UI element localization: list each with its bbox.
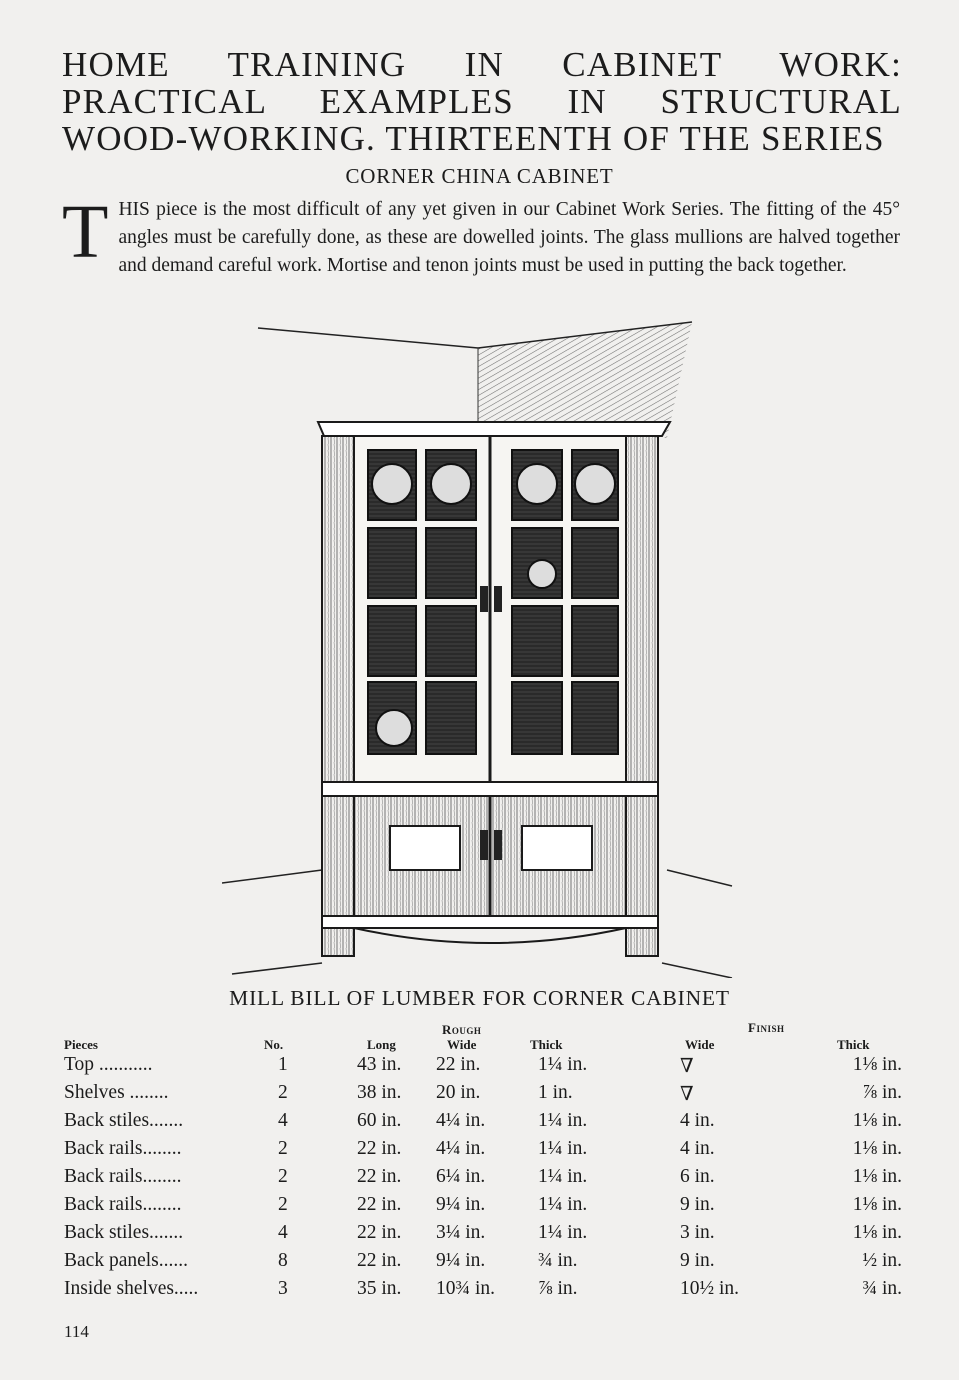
cell-piece: Back panels......	[64, 1250, 189, 1271]
corner-cabinet-illustration	[222, 318, 742, 978]
cell-no: 8	[278, 1250, 288, 1271]
finish-group-header: Finish	[748, 1020, 785, 1035]
table-row	[0, 1166, 959, 1194]
cabinet-body	[318, 422, 670, 956]
col-long: Long	[367, 1037, 396, 1052]
table-row	[0, 1250, 959, 1278]
cell-no: 2	[278, 1166, 288, 1187]
col-no: No.	[264, 1037, 284, 1052]
cell-no: 2	[278, 1138, 288, 1159]
article-subtitle: CORNER CHINA CABINET	[345, 164, 614, 188]
cell-rough-thick: 1¼ in.	[538, 1054, 588, 1075]
cell-no: 2	[278, 1194, 288, 1215]
cell-no: 4	[278, 1222, 288, 1243]
intro-text: HIS piece is the most difficult of any yet given in our Cabinet Work Series. The fitting of the 45° angles must be carefully done, as these are dowelled joints. The glass mullions are halved together and demand careful work. Mortise and tenon joints must be used in putting the back together.	[118, 199, 900, 276]
cell-finish-thick: 1⅛ in.	[852, 1194, 902, 1215]
cell-rough-thick: 1¼ in.	[538, 1110, 588, 1131]
cell-long: 35 in.	[357, 1278, 402, 1299]
col-finish-thick: Thick	[837, 1037, 870, 1052]
page-number: 114	[64, 1322, 89, 1341]
cell-piece: Back rails........	[64, 1138, 182, 1159]
cell-finish-thick: 1⅛ in.	[852, 1110, 902, 1131]
cell-rough-wide: 4¼ in.	[436, 1138, 486, 1159]
cell-piece: Back stiles.......	[64, 1110, 184, 1131]
intro-paragraph	[62, 190, 900, 280]
cell-finish-thick: 1⅛ in.	[852, 1138, 902, 1159]
cell-finish-thick: 1⅛ in.	[852, 1222, 902, 1243]
cell-finish-wide: 9 in.	[680, 1250, 715, 1271]
table-row	[0, 1138, 959, 1166]
cell-long: 22 in.	[357, 1194, 402, 1215]
cell-long: 22 in.	[357, 1222, 402, 1243]
cell-rough-wide: 6¼ in.	[436, 1166, 486, 1187]
table-row	[0, 1054, 959, 1082]
drop-cap: T	[62, 190, 109, 274]
cell-rough-thick: 1¼ in.	[538, 1222, 588, 1243]
cell-finish-wide: ∇	[680, 1056, 694, 1077]
cell-rough-wide: 9¼ in.	[436, 1250, 486, 1271]
cell-finish-wide: 3 in.	[680, 1222, 715, 1243]
col-rough-thick: Thick	[530, 1037, 563, 1052]
cell-rough-thick: 1¼ in.	[538, 1138, 588, 1159]
cell-finish-thick: ¾ in.	[862, 1278, 902, 1299]
cell-rough-thick: 1¼ in.	[538, 1166, 588, 1187]
col-rough-wide: Wide	[447, 1037, 477, 1052]
cell-finish-wide: 9 in.	[680, 1194, 715, 1215]
col-pieces: Pieces	[64, 1037, 98, 1052]
cell-finish-wide: 6 in.	[680, 1166, 715, 1187]
cell-finish-thick: ⅞ in.	[862, 1082, 902, 1103]
cell-piece: Back rails........	[64, 1166, 182, 1187]
cell-no: 1	[278, 1054, 288, 1075]
cell-rough-thick: ¾ in.	[538, 1250, 578, 1271]
cell-rough-wide: 10¾ in.	[436, 1278, 496, 1299]
cell-long: 22 in.	[357, 1250, 402, 1271]
cell-finish-thick: ½ in.	[862, 1250, 902, 1271]
table-row	[0, 1194, 959, 1222]
cell-finish-wide: ∇	[680, 1084, 694, 1105]
col-finish-wide: Wide	[685, 1037, 715, 1052]
rough-group-header: Rough	[442, 1022, 482, 1037]
table-row	[0, 1082, 959, 1110]
cell-finish-thick: 1⅛ in.	[852, 1054, 902, 1075]
cell-no: 4	[278, 1110, 288, 1131]
cell-rough-thick: ⅞ in.	[538, 1278, 578, 1299]
cell-piece: Inside shelves.....	[64, 1278, 199, 1299]
cell-rough-wide: 20 in.	[436, 1082, 481, 1103]
cell-rough-thick: 1 in.	[538, 1082, 573, 1103]
cell-no: 2	[278, 1082, 288, 1103]
article-title: HOME TRAINING IN CABINET WORK: PRACTICAL EXAMPLES IN STRUCTURAL WOOD-WORKING. THIRTEENTH OF THE SERIES	[62, 45, 902, 158]
table-row	[0, 1278, 959, 1306]
table-row	[0, 1222, 959, 1250]
cell-finish-wide: 10½ in.	[680, 1278, 740, 1299]
cell-rough-wide: 9¼ in.	[436, 1194, 486, 1215]
cell-finish-wide: 4 in.	[680, 1138, 715, 1159]
cell-piece: Back rails........	[64, 1194, 182, 1215]
cell-long: 38 in.	[357, 1082, 402, 1103]
cell-long: 60 in.	[357, 1110, 402, 1131]
cell-long: 43 in.	[357, 1054, 402, 1075]
cell-long: 22 in.	[357, 1166, 402, 1187]
cell-rough-wide: 3¼ in.	[436, 1222, 486, 1243]
cell-no: 3	[278, 1278, 288, 1299]
cell-rough-wide: 22 in.	[436, 1054, 481, 1075]
mill-bill-title: MILL BILL OF LUMBER FOR CORNER CABINET	[229, 986, 730, 1010]
cell-rough-wide: 4¼ in.	[436, 1110, 486, 1131]
table-row	[0, 1110, 959, 1138]
cell-piece: Top ...........	[64, 1054, 153, 1075]
cell-piece: Shelves ........	[64, 1082, 169, 1103]
cell-finish-wide: 4 in.	[680, 1110, 715, 1131]
cell-piece: Back stiles.......	[64, 1222, 184, 1243]
cell-finish-thick: 1⅛ in.	[852, 1166, 902, 1187]
cell-rough-thick: 1¼ in.	[538, 1194, 588, 1215]
cell-long: 22 in.	[357, 1138, 402, 1159]
